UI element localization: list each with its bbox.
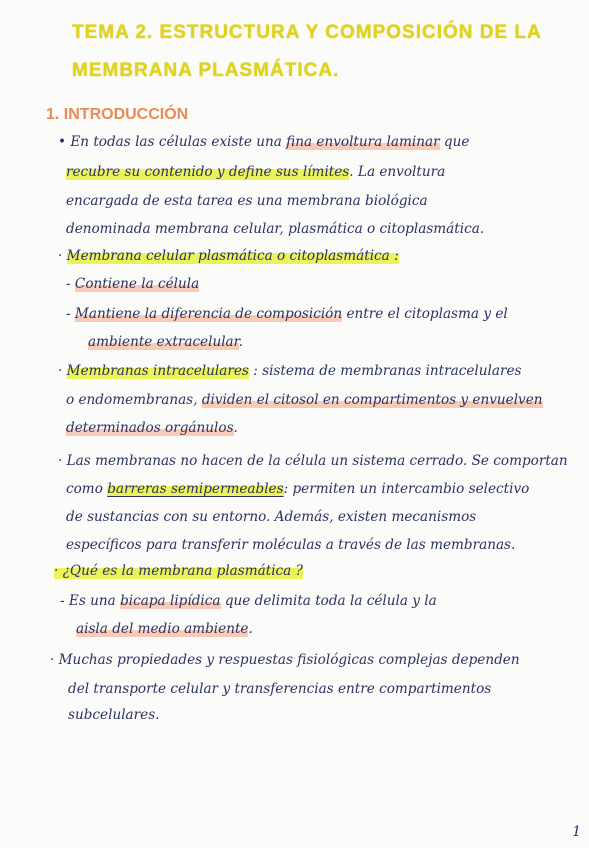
highlight-orange: aisla del medio ambiente	[76, 621, 249, 637]
text-line	[66, 163, 445, 181]
text-span: : sistema de membranas intracelulares	[248, 363, 522, 379]
text-span: o endomembranas,	[66, 392, 202, 408]
text-span: del transporte celular y transferencias entre compartimentos	[68, 681, 492, 697]
highlight-orange: determinados orgánulos	[66, 420, 234, 436]
text-line	[58, 247, 399, 265]
text-line	[88, 333, 243, 351]
text-span: : permiten un intercambio selectivo	[283, 481, 530, 497]
highlight-yellow: · ¿Qué es la membrana plasmática ?	[54, 563, 303, 579]
highlight-yellow: Membranas intracelulares	[66, 363, 249, 379]
text-line	[66, 275, 199, 293]
highlight-orange: ambiente extracelular	[88, 334, 239, 350]
text-line	[66, 480, 529, 498]
page-title-line-2: MEMBRANA PLASMÁTICA.	[72, 60, 340, 81]
text-span: - Es una	[60, 593, 121, 609]
text-line	[58, 362, 521, 380]
text-line	[66, 192, 428, 210]
text-span: denominada membrana celular, plasmática o citoplasmática.	[66, 221, 485, 237]
highlight-yellow: Membrana celular plasmática o citoplasmática :	[66, 248, 399, 264]
text-span: específicos para transferir moléculas a través de las membranas.	[66, 537, 516, 553]
highlight-orange: fina envoltura laminar	[286, 134, 440, 150]
page-number: 1	[572, 824, 581, 840]
highlight-orange: Contiene la célula	[74, 276, 200, 292]
section-heading: 1. INTRODUCCIÓN	[46, 106, 189, 123]
text-span: ·	[58, 248, 67, 264]
text-line	[60, 592, 437, 610]
text-line	[66, 419, 238, 437]
text-line	[66, 220, 484, 238]
text-line	[76, 620, 253, 638]
text-span: de sustancias con su entorno. Además, existen mecanismos	[66, 509, 477, 525]
text-line	[66, 508, 476, 526]
text-span: subcelulares.	[68, 707, 160, 723]
text-span: · Las membranas no hacen de la célula un sistema cerrado. Se comportan	[58, 453, 568, 469]
text-span: que	[439, 134, 470, 150]
text-line	[68, 680, 491, 698]
text-line	[58, 452, 568, 470]
text-span: .	[233, 420, 238, 436]
text-span: .	[248, 621, 253, 637]
text-span: entre el citoplasma y el	[342, 306, 508, 322]
highlight-yellow: barreras semipermeables	[107, 481, 284, 497]
text-span: -	[66, 306, 75, 322]
text-span: encargada de esta tarea es una membrana biológica	[66, 193, 428, 209]
text-span: ·	[58, 363, 67, 379]
text-span: que delimita toda la célula y la	[220, 593, 437, 609]
highlight-orange: Mantiene la diferencia de composición	[74, 306, 343, 322]
text-span: .	[238, 334, 243, 350]
text-line	[68, 706, 160, 724]
highlight-orange: dividen el citosol en compartimentos y envuelven	[201, 392, 543, 408]
text-span: . La envoltura	[349, 164, 446, 180]
text-line	[58, 133, 469, 151]
highlight-yellow: recubre su contenido y define sus límites	[66, 164, 350, 180]
text-line	[66, 536, 515, 554]
text-line	[50, 651, 520, 669]
page-title-line-1: TEMA 2. ESTRUCTURA Y COMPOSICIÓN DE LA	[72, 22, 542, 43]
text-span: -	[66, 276, 75, 292]
text-line	[66, 305, 508, 323]
text-span: • En todas las células existe una	[58, 134, 287, 150]
text-line	[66, 391, 543, 409]
text-line	[54, 562, 303, 580]
text-span: como	[66, 481, 108, 497]
text-span: · Muchas propiedades y respuestas fisiológicas complejas dependen	[50, 652, 520, 668]
highlight-orange: bicapa lipídica	[120, 593, 221, 609]
